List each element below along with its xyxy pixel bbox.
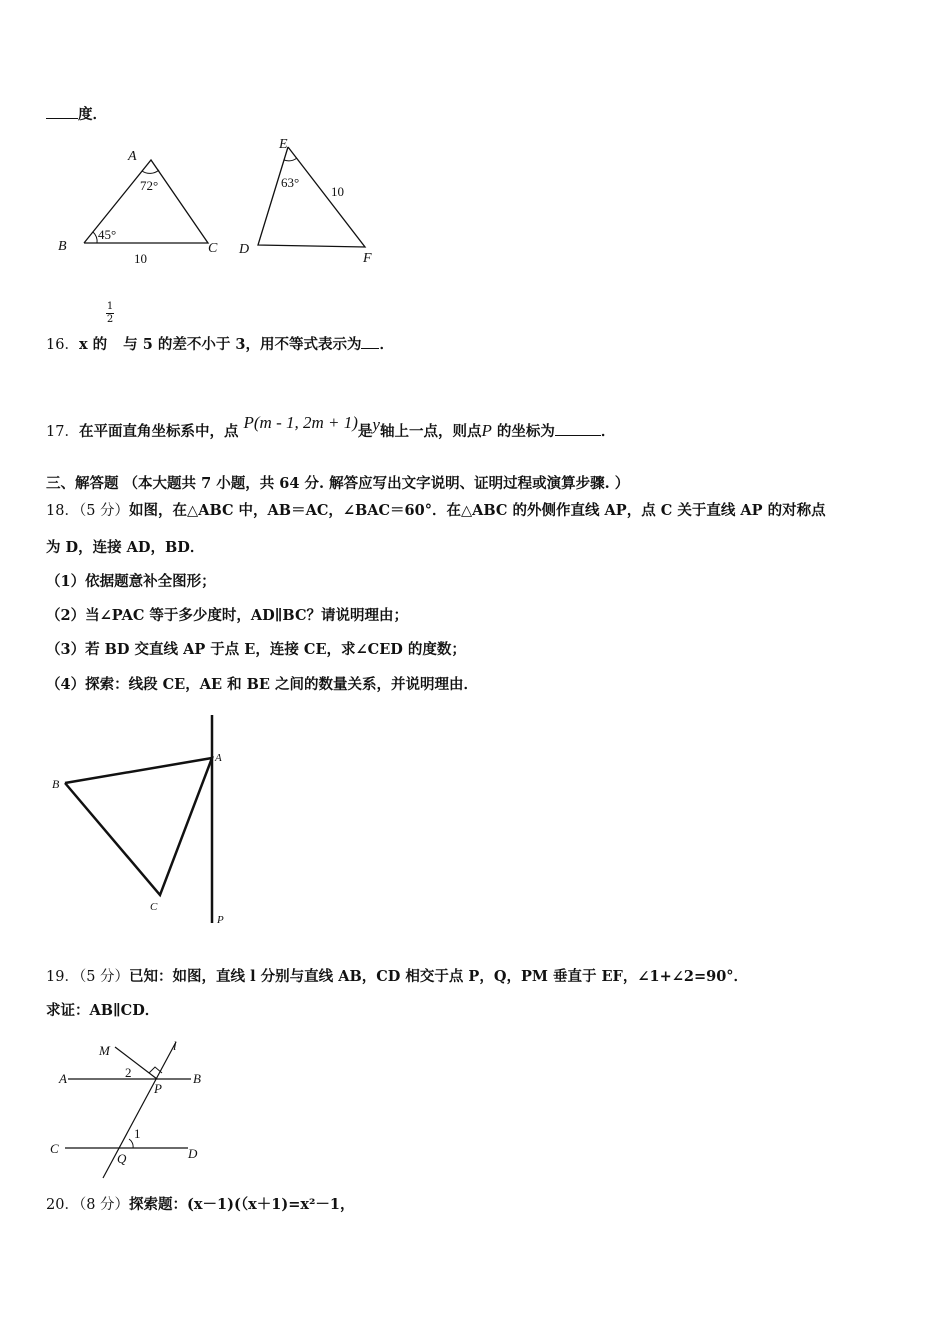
label-m: M — [99, 1043, 110, 1058]
q19-line1: 19．（5 分）已知：如图，直线 l 分别与直线 AB，CD 相交于点 P，Q，PM 垂直于 EF，∠1+∠2=90°． — [46, 968, 749, 985]
fraction-one-half: 1 2 — [106, 301, 114, 325]
angle-e-arc — [284, 158, 297, 161]
triangle-abc-q18 — [65, 758, 212, 895]
label-q: Q — [117, 1151, 127, 1166]
triangle-abc-figure — [40, 140, 240, 270]
label-a: A — [128, 149, 137, 164]
label-p: P — [154, 1081, 162, 1096]
label-b: B — [58, 239, 67, 254]
triangle-def-figure — [235, 133, 385, 273]
label-a: A — [215, 752, 222, 764]
q18-line2: 为 D，连接 AD，BD． — [46, 539, 205, 556]
label-c: C — [150, 901, 158, 913]
answer-blank — [46, 105, 78, 119]
q15-answer-line: 度． — [46, 103, 107, 124]
answer-blank — [361, 335, 379, 349]
line-l — [103, 1042, 176, 1178]
q19-figure — [45, 1035, 215, 1185]
q18-figure — [40, 710, 240, 930]
label-d: D — [239, 242, 250, 257]
q16-line: 16．x 的 与 5 的差不小于 3，用不等式表示为 ． — [46, 336, 394, 353]
point-p-formula: P(m - 1, 2m + 1) — [243, 413, 358, 432]
angle-2-label: 2 — [125, 1065, 132, 1080]
label-b: B — [193, 1071, 201, 1086]
line-pm — [115, 1047, 157, 1079]
label-f: F — [363, 251, 372, 266]
angle-b-arc — [93, 232, 97, 243]
label-b: B — [52, 777, 60, 791]
triangle-def — [258, 147, 365, 247]
q18-part1: （1）依据题意补全图形； — [46, 573, 216, 590]
section-3-heading: 三、解答题 （本大题共 7 小题，共 64 分. 解答应写出文字说明、证明过程或演算步骤. ） — [46, 475, 630, 492]
q18-part3: （3）若 BD 交直线 AP 于点 E，连接 CE，求∠CED 的度数； — [46, 641, 466, 658]
label-c: C — [208, 241, 218, 256]
answer-blank — [555, 422, 601, 436]
q20-line: 20．（8 分）探索题：(x－1)(（x＋1)=x²－1， — [46, 1196, 355, 1213]
label-c: C — [50, 1141, 59, 1156]
label-l: l — [173, 1038, 177, 1053]
q18-part2: （2）当∠PAC 等于多少度时，AD∥BC？请说明理由； — [46, 607, 408, 624]
q18-line1: 18．（5 分）如图，在△ABC 中，AB＝AC，∠BAC＝60°．在△ABC 的外侧作直线 AP，点 C 关于直线 AP 的对称点 — [46, 502, 826, 519]
q19-line2: 求证：AB∥CD． — [46, 1002, 160, 1019]
q17-line: 17．在平面直角坐标系中，点 P(m - 1, 2m + 1)是y轴上一点，则点P 的坐标为 ． — [46, 413, 616, 440]
label-d: D — [188, 1146, 198, 1161]
side-ef-label: 10 — [331, 184, 344, 199]
side-bc-label: 10 — [134, 251, 147, 266]
angle-e-label: 63° — [281, 175, 300, 190]
label-p: P — [217, 914, 224, 926]
angle-1-label: 1 — [134, 1126, 141, 1141]
q18-part4: （4）探索：线段 CE，AE 和 BE 之间的数量关系，并说明理由． — [46, 676, 478, 693]
label-a: A — [59, 1071, 67, 1086]
angle-a-label: 72° — [140, 178, 159, 193]
label-e: E — [279, 137, 288, 152]
angle-b-label: 45° — [98, 227, 117, 242]
angle-1-arc — [129, 1139, 133, 1148]
angle-a-arc — [142, 170, 159, 173]
